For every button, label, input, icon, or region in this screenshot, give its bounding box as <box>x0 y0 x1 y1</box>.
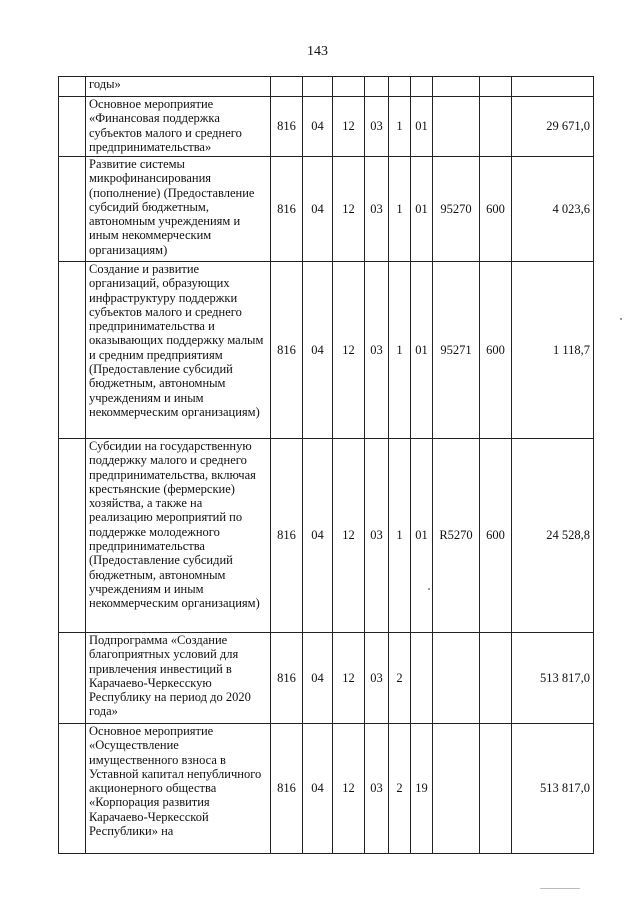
cell-subsection: 12 <box>333 157 365 262</box>
row-name: годы» <box>86 77 271 97</box>
blank-cell <box>59 439 86 633</box>
cell-amount: 29 671,0 <box>512 97 594 157</box>
cell-ministry: 816 <box>271 262 303 439</box>
row-name: Развитие системы микрофинансирования (пополнение) (Предоставление субсидий бюджетным, автономным учреждениям и иным некоммерческим организациям) <box>86 157 271 262</box>
table-row <box>59 724 594 854</box>
cell-activity <box>411 77 433 97</box>
cell-activity: 01 <box>411 97 433 157</box>
cell-expense-type <box>480 633 512 724</box>
cell-program: 03 <box>365 262 389 439</box>
cell-expense-type <box>480 97 512 157</box>
cell-subprogram: 1 <box>389 262 411 439</box>
cell-expense-type: 600 <box>480 262 512 439</box>
cell-subsection: 12 <box>333 724 365 854</box>
blank-cell <box>59 724 86 854</box>
cell-direction <box>433 97 480 157</box>
cell-ministry: 816 <box>271 724 303 854</box>
cell-ministry: 816 <box>271 439 303 633</box>
cell-ministry: 816 <box>271 97 303 157</box>
cell-section: 04 <box>303 439 333 633</box>
cell-program: 03 <box>365 157 389 262</box>
cell-amount: 1 118,7 <box>512 262 594 439</box>
cell-subprogram: 1 <box>389 439 411 633</box>
cell-activity: 01 <box>411 262 433 439</box>
cell-activity <box>411 633 433 724</box>
cell-section: 04 <box>303 262 333 439</box>
row-name: Подпрограмма «Создание благоприятных условий для привлечения инвестиций в Карачаево-Черкесскую Республику на период до 2020 года» <box>86 633 271 724</box>
scan-mark <box>540 888 580 889</box>
cell-section <box>303 77 333 97</box>
cell-direction <box>433 633 480 724</box>
cell-direction <box>433 724 480 854</box>
cell-subprogram: 1 <box>389 157 411 262</box>
cell-subprogram <box>389 77 411 97</box>
cell-amount: 513 817,0 <box>512 724 594 854</box>
cell-subprogram: 2 <box>389 633 411 724</box>
scan-speck <box>428 588 430 590</box>
cell-direction: 95271 <box>433 262 480 439</box>
table-row <box>59 77 594 97</box>
cell-program: 03 <box>365 439 389 633</box>
blank-cell <box>59 97 86 157</box>
blank-cell <box>59 157 86 262</box>
cell-direction <box>433 77 480 97</box>
cell-section: 04 <box>303 633 333 724</box>
table-row <box>59 262 594 439</box>
cell-program: 03 <box>365 724 389 854</box>
cell-ministry: 816 <box>271 157 303 262</box>
blank-cell <box>59 633 86 724</box>
cell-amount: 24 528,8 <box>512 439 594 633</box>
cell-direction: 95270 <box>433 157 480 262</box>
row-name: Основное мероприятие «Финансовая поддержка субъектов малого и среднего предпринимательства» <box>86 97 271 157</box>
cell-ministry <box>271 77 303 97</box>
cell-program: 03 <box>365 633 389 724</box>
scan-speck <box>620 318 622 320</box>
table-row <box>59 633 594 724</box>
row-name: Создание и развитие организаций, образующих инфраструктуру поддержки субъектов малого и среднего предпринимательства и оказывающих поддержку малым и средним предприятиям (Предоставление субсидий бюджетным, автономным учреждениям и иным некоммерческим организациям) <box>86 262 271 439</box>
blank-cell <box>59 77 86 97</box>
cell-amount: 513 817,0 <box>512 633 594 724</box>
cell-section: 04 <box>303 97 333 157</box>
cell-amount <box>512 77 594 97</box>
table-row <box>59 439 594 633</box>
cell-section: 04 <box>303 724 333 854</box>
cell-subsection <box>333 77 365 97</box>
row-name: Субсидии на государственную поддержку малого и среднего предпринимательства, включая крестьянские (фермерские) хозяйства, а также на реализацию мероприятий по поддержке молодежного предпринимательства (Предоставление субсидий бюджетным, автономным учреждениям и иным некоммерческим организациям) <box>86 439 271 633</box>
blank-cell <box>59 262 86 439</box>
cell-subprogram: 2 <box>389 724 411 854</box>
table-row <box>59 157 594 262</box>
cell-program: 03 <box>365 97 389 157</box>
page-number: 143 <box>307 44 328 59</box>
cell-direction: R5270 <box>433 439 480 633</box>
cell-ministry: 816 <box>271 633 303 724</box>
cell-program <box>365 77 389 97</box>
cell-subsection: 12 <box>333 633 365 724</box>
cell-amount: 4 023,6 <box>512 157 594 262</box>
table-row <box>59 97 594 157</box>
cell-expense-type <box>480 724 512 854</box>
cell-activity: 01 <box>411 439 433 633</box>
cell-subsection: 12 <box>333 262 365 439</box>
budget-table <box>58 76 594 854</box>
cell-expense-type: 600 <box>480 439 512 633</box>
cell-subsection: 12 <box>333 97 365 157</box>
cell-activity: 19 <box>411 724 433 854</box>
cell-expense-type <box>480 77 512 97</box>
cell-subsection: 12 <box>333 439 365 633</box>
row-name: Основное мероприятие «Осуществление имущественного взноса в Уставной капитал непубличного акционерного общества «Корпорация развития Карачаево-Черкесской Республики» на <box>86 724 271 854</box>
cell-subprogram: 1 <box>389 97 411 157</box>
cell-activity: 01 <box>411 157 433 262</box>
cell-section: 04 <box>303 157 333 262</box>
cell-expense-type: 600 <box>480 157 512 262</box>
